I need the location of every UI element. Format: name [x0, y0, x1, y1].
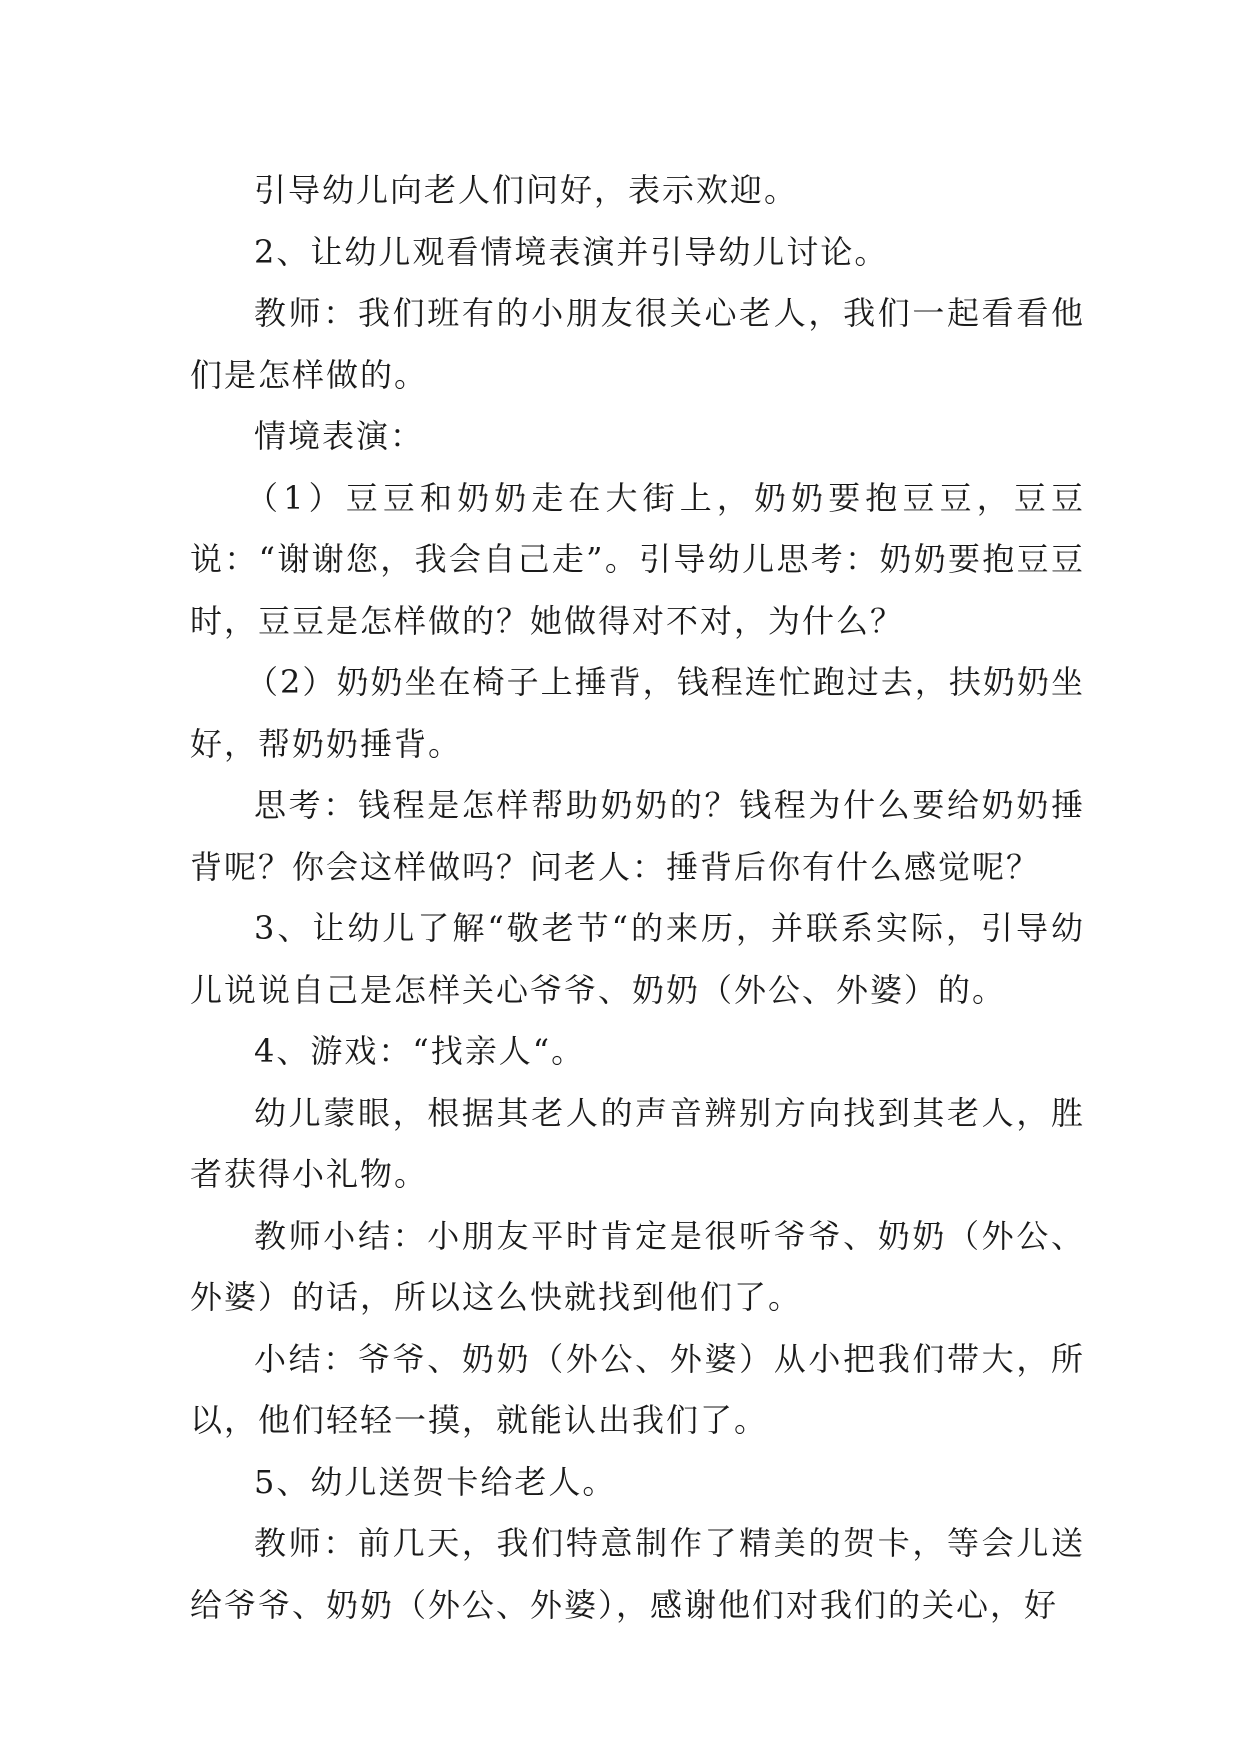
paragraph-game-rules: 幼儿蒙眼，根据其老人的声音辨别方向找到其老人，胜者获得小礼物。: [190, 1093, 1085, 1193]
paragraph-scenario-title: 情境表演：: [254, 417, 425, 455]
paragraph-teacher-summary: 教师小结：小朋友平时肯定是很听爷爷、奶奶（外公、外婆）的话，所以这么快就找到他们了。: [190, 1216, 1085, 1316]
paragraph-greeting: 引导幼儿向老人们问好，表示欢迎。: [254, 171, 799, 209]
paragraph-teacher-intro: 教师：我们班有的小朋友很关心老人，我们一起看看他们是怎样做的。: [190, 294, 1085, 394]
document-body: [190, 160, 1085, 1636]
paragraph-step-2: 2、让幼儿观看情境表演并引导幼儿讨论。: [254, 232, 889, 271]
paragraph-step-4: 4、游戏：“找亲人“。: [254, 1032, 586, 1070]
paragraph-thinking: 思考：钱程是怎样帮助奶奶的？钱程为什么要给奶奶捶背呢？你会这样做吗？问老人：捶背后你有什么感觉呢？: [190, 786, 1085, 886]
paragraph-step-5: 5、幼儿送贺卡给老人。: [254, 1462, 617, 1501]
paragraph-scenario-1: （1）豆豆和奶奶走在大街上，奶奶要抱豆豆，豆豆说：“谢谢您，我会自己走”。引导幼儿思考：奶奶要抱豆豆时，豆豆是怎样做的？她做得对不对，为什么？: [190, 478, 1085, 640]
paragraph-scenario-2: （2）奶奶坐在椅子上捶背，钱程连忙跑过去，扶奶奶坐好，帮奶奶捶背。: [190, 663, 1085, 763]
paragraph-summary: 小结：爷爷、奶奶（外公、外婆）从小把我们带大，所以，他们轻轻一摸，就能认出我们了。: [190, 1339, 1085, 1439]
paragraph-step-3: 3、让幼儿了解“敬老节“的来历，并联系实际，引导幼儿说说自己是怎样关心爷爷、奶奶（外公、外婆）的。: [190, 909, 1085, 1009]
paragraph-teacher-cards: 教师：前几天，我们特意制作了精美的贺卡，等会儿送给爷爷、奶奶（外公、外婆），感谢他们对我们的关心，好: [190, 1524, 1085, 1624]
